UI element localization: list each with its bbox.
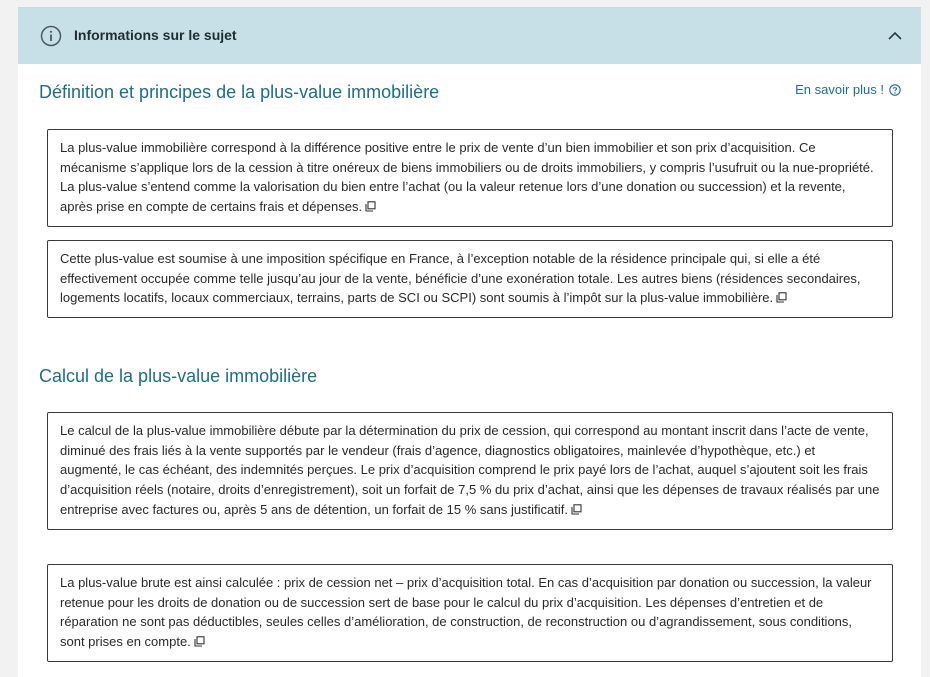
external-copy-icon[interactable] <box>776 292 787 303</box>
chevron-up-icon[interactable] <box>887 28 903 44</box>
paragraph-card <box>47 564 893 662</box>
learn-more-label: En savoir plus ! <box>795 82 884 97</box>
paragraph-text: Le calcul de la plus-value immobilière débute par la détermination du prix de cession, qui correspond au montant inscrit dans l’acte de vente, diminué des frais liés à la vente supportés par le vendeur (frais d’agence, diagnostics obligatoires, mainlevée d’hypothèque, etc.) et augmenté, le cas échéant, des indemnités perçues. Le prix d’acquisition comprend le prix payé lors de l’achat, auquel s’ajoutent soit les frais d’acquisition réels (notaire, droits d’enregistrement), soit un forfait de 7,5 % du prix d’achat, ainsi que les dépenses de travaux réalisés par une entreprise avec factures ou, après 5 ans de détention, un forfait de 15 % sans justificatif. <box>60 423 880 517</box>
paragraph-text: La plus-value immobilière correspond à la différence positive entre le prix de vente d’un bien immobilier et son prix d’acquisition. Ce mécanisme s’applique lors de la cession à titre onéreux de biens immobiliers ou de droits immobiliers, y compris l’usufruit ou la nue-propriété. La plus-value s’entend comme la valorisation du bien entre l’achat (ou la valeur retenue lors d’une donation ou succession) et la revente, après prise en compte de certains frais et dépenses. <box>60 140 874 215</box>
external-copy-icon[interactable] <box>571 504 582 515</box>
learn-more-link[interactable] <box>795 82 901 97</box>
panel-title: Informations sur le sujet <box>74 27 237 43</box>
external-copy-icon[interactable] <box>194 636 205 647</box>
paragraph-text: Cette plus-value est soumise à une imposition spécifique en France, à l’exception notable de la résidence principale qui, si elle a été effectivement occupée comme telle jusqu’au jour de la vente, bénéficie d’une exonération totale. Les autres biens (résidences secondaires, logements locatifs, locaux commerciaux, terrains, parts de SCI ou SCPI) sont soumis à l’impôt sur la plus-value immobilière. <box>60 251 861 306</box>
panel-header[interactable] <box>18 8 921 64</box>
question-circle-icon <box>889 84 901 96</box>
paragraph-card <box>47 129 893 227</box>
paragraph-text: La plus-value brute est ainsi calculée : prix de cession net – prix d’acquisition total. En cas d’acquisition par donation ou succession, la valeur retenue pour les droits de donation ou de succession sert de base pour le calcul du prix d’acquisition. Les dépenses d’entretien et de réparation ne sont pas déductibles, seules celles d’amélioration, de construction, de reconstruction ou d’agrandissement, sous conditions, sont prises en compte. <box>60 575 872 650</box>
topic-info-panel <box>18 7 921 677</box>
section-title-definition: Définition et principes de la plus-value immobilière <box>39 82 440 102</box>
external-copy-icon[interactable] <box>365 201 376 212</box>
info-circle-icon <box>40 25 62 47</box>
section-title-calcul: Calcul de la plus-value immobilière <box>39 366 318 386</box>
paragraph-card <box>47 240 893 318</box>
paragraph-card <box>47 412 893 530</box>
